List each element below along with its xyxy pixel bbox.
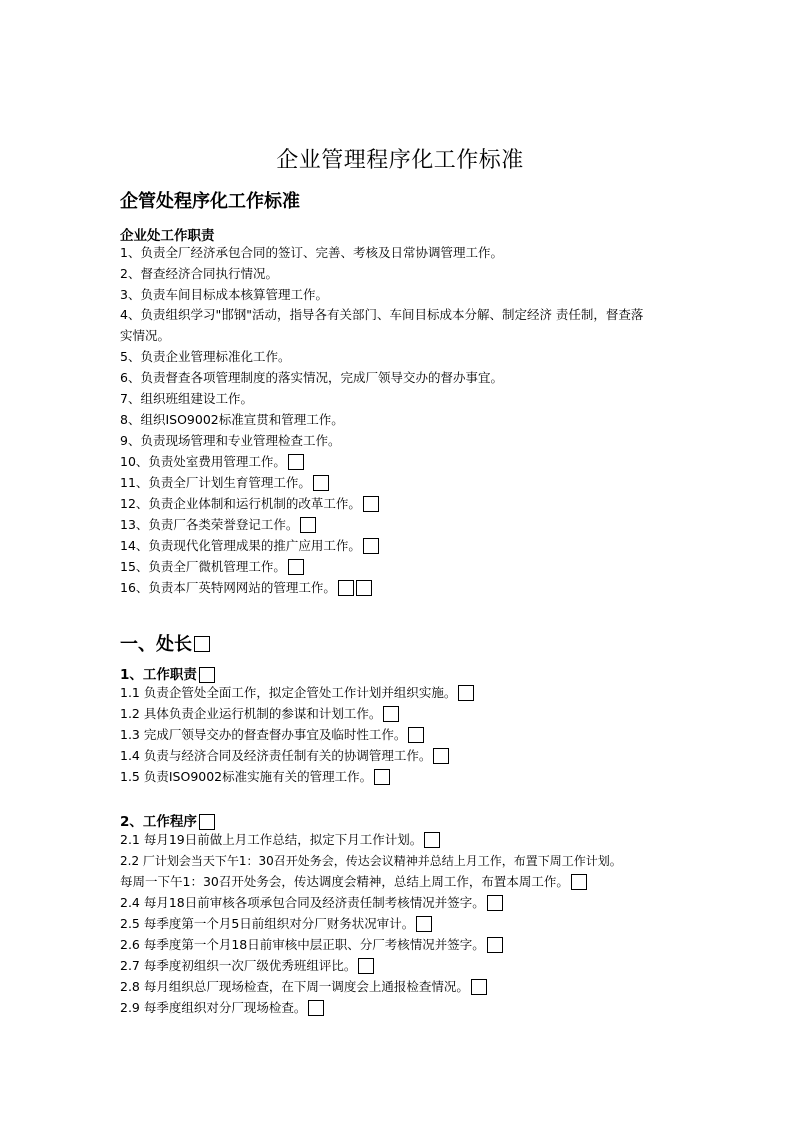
- duty-item: 4、负责组织学习"邯钢"活动，指导各有关部门、车间目标成本分解、制定经济 责任制，督查落: [120, 307, 644, 322]
- list-item-text: 1.2 具体负责企业运行机制的参谋和计划工作。: [120, 706, 382, 721]
- list-item: [120, 894, 503, 912]
- checkbox[interactable]: [424, 832, 440, 848]
- duty-item: [120, 453, 304, 471]
- list-item: [120, 873, 587, 891]
- list-item-text: 每周一下午1：30召开处务会，传达调度会精神，总结上周工作，布置本周工作。: [120, 874, 569, 889]
- checkbox[interactable]: [471, 979, 487, 995]
- list-item-text: 2.9 每季度组织对分厂现场检查。: [120, 1000, 307, 1015]
- duty-item-text: 10、负责处室费用管理工作。: [120, 454, 286, 469]
- checkbox[interactable]: [288, 454, 304, 470]
- checkbox[interactable]: [288, 559, 304, 575]
- list-item-text: 1.1 负责企管处全面工作，拟定企管处工作计划并组织实施。: [120, 685, 457, 700]
- duty-item: 2、督查经济合同执行情况。: [120, 266, 278, 281]
- list-item-text: 1.4 负责与经济合同及经济责任制有关的协调管理工作。: [120, 748, 432, 763]
- duty-item: 7、组织班组建设工作。: [120, 391, 253, 406]
- section-heading: [120, 630, 210, 656]
- checkbox[interactable]: [308, 1000, 324, 1016]
- list-item-text: 2.7 每季度初组织一次厂级优秀班组评比。: [120, 958, 357, 973]
- checkbox[interactable]: [338, 580, 354, 596]
- subsection-heading: [120, 810, 215, 830]
- duty-item-text: 16、负责本厂英特网网站的管理工作。: [120, 580, 336, 595]
- list-item: [120, 768, 390, 786]
- list-item: [120, 936, 503, 954]
- list-item-text: 1.5 负责ISO9002标准实施有关的管理工作。: [120, 769, 373, 784]
- checkbox[interactable]: [374, 769, 390, 785]
- duty-item: 实情况。: [120, 328, 171, 343]
- list-item: [120, 831, 440, 849]
- checkbox[interactable]: [313, 475, 329, 491]
- duty-item: [120, 474, 329, 492]
- checkbox[interactable]: [408, 727, 424, 743]
- subsection-heading-text: 1、工作职责: [120, 667, 197, 683]
- checkbox[interactable]: [300, 517, 316, 533]
- duty-item: [120, 579, 372, 597]
- subsection-heading: [120, 663, 215, 683]
- checkbox[interactable]: [199, 667, 215, 683]
- list-item: [120, 978, 487, 996]
- duty-item: 6、负责督查各项管理制度的落实情况，完成厂领导交办的督办事宜。: [120, 370, 503, 385]
- checkbox[interactable]: [433, 748, 449, 764]
- list-item-text: 1.3 完成厂领导交办的督查督办事宜及临时性工作。: [120, 727, 407, 742]
- checkbox[interactable]: [487, 937, 503, 953]
- list-item: [120, 726, 424, 744]
- list-item: [120, 747, 449, 765]
- list-item: 2.2 厂计划会当天下午1：30召开处务会，传达会议精神并总结上月工作，布置下周工作计划。: [120, 854, 622, 868]
- subsection-heading-text: 2、工作程序: [120, 814, 197, 830]
- checkbox[interactable]: [458, 685, 474, 701]
- duty-item: [120, 495, 379, 513]
- checkbox[interactable]: [383, 706, 399, 722]
- document-title: 企业管理程序化工作标准: [276, 148, 524, 173]
- duty-item-text: 14、负责现代化管理成果的推广应用工作。: [120, 538, 361, 553]
- duty-item: [120, 516, 316, 534]
- checkbox[interactable]: [358, 958, 374, 974]
- checkbox[interactable]: [571, 874, 587, 890]
- checkbox[interactable]: [363, 538, 379, 554]
- list-item-text: 2.4 每月18日前审核各项承包合同及经济责任制考核情况并签字。: [120, 895, 485, 910]
- section-heading-text: 一、处长: [120, 634, 192, 655]
- list-item: [120, 915, 432, 933]
- checkbox[interactable]: [199, 814, 215, 830]
- list-item-text: 2.1 每月19日前做上月工作总结，拟定下月工作计划。: [120, 832, 423, 847]
- document-subtitle: 企管处程序化工作标准: [120, 191, 300, 212]
- duty-item-text: 12、负责企业体制和运行机制的改革工作。: [120, 496, 361, 511]
- list-item-text: 2.8 每月组织总厂现场检查，在下周一调度会上通报检查情况。: [120, 979, 469, 994]
- list-item: [120, 999, 324, 1017]
- duties-heading: 企业处工作职责: [120, 228, 215, 244]
- duty-item: [120, 558, 304, 576]
- duty-item: 9、负责现场管理和专业管理检查工作。: [120, 433, 341, 448]
- duty-item: 1、负责全厂经济承包合同的签订、完善、考核及日常协调管理工作。: [120, 245, 503, 260]
- checkbox[interactable]: [363, 496, 379, 512]
- duty-item-text: 11、负责全厂计划生育管理工作。: [120, 475, 311, 490]
- duty-item: [120, 537, 379, 555]
- checkbox[interactable]: [487, 895, 503, 911]
- list-item: [120, 684, 474, 702]
- list-item-text: 2.6 每季度第一个月18日前审核中层正职、分厂考核情况并签字。: [120, 937, 485, 952]
- duty-item: 3、负责车间目标成本核算管理工作。: [120, 287, 328, 302]
- checkbox[interactable]: [416, 916, 432, 932]
- duty-item-text: 13、负责厂各类荣誉登记工作。: [120, 517, 299, 532]
- duty-item-text: 15、负责全厂微机管理工作。: [120, 559, 286, 574]
- list-item: [120, 705, 399, 723]
- duty-item: 5、负责企业管理标准化工作。: [120, 349, 291, 364]
- duty-item: 8、组织ISO9002标准宣贯和管理工作。: [120, 412, 344, 427]
- list-item: [120, 957, 374, 975]
- checkbox[interactable]: [194, 636, 210, 652]
- list-item-text: 2.5 每季度第一个月5日前组织对分厂财务状况审计。: [120, 916, 415, 931]
- checkbox[interactable]: [356, 580, 372, 596]
